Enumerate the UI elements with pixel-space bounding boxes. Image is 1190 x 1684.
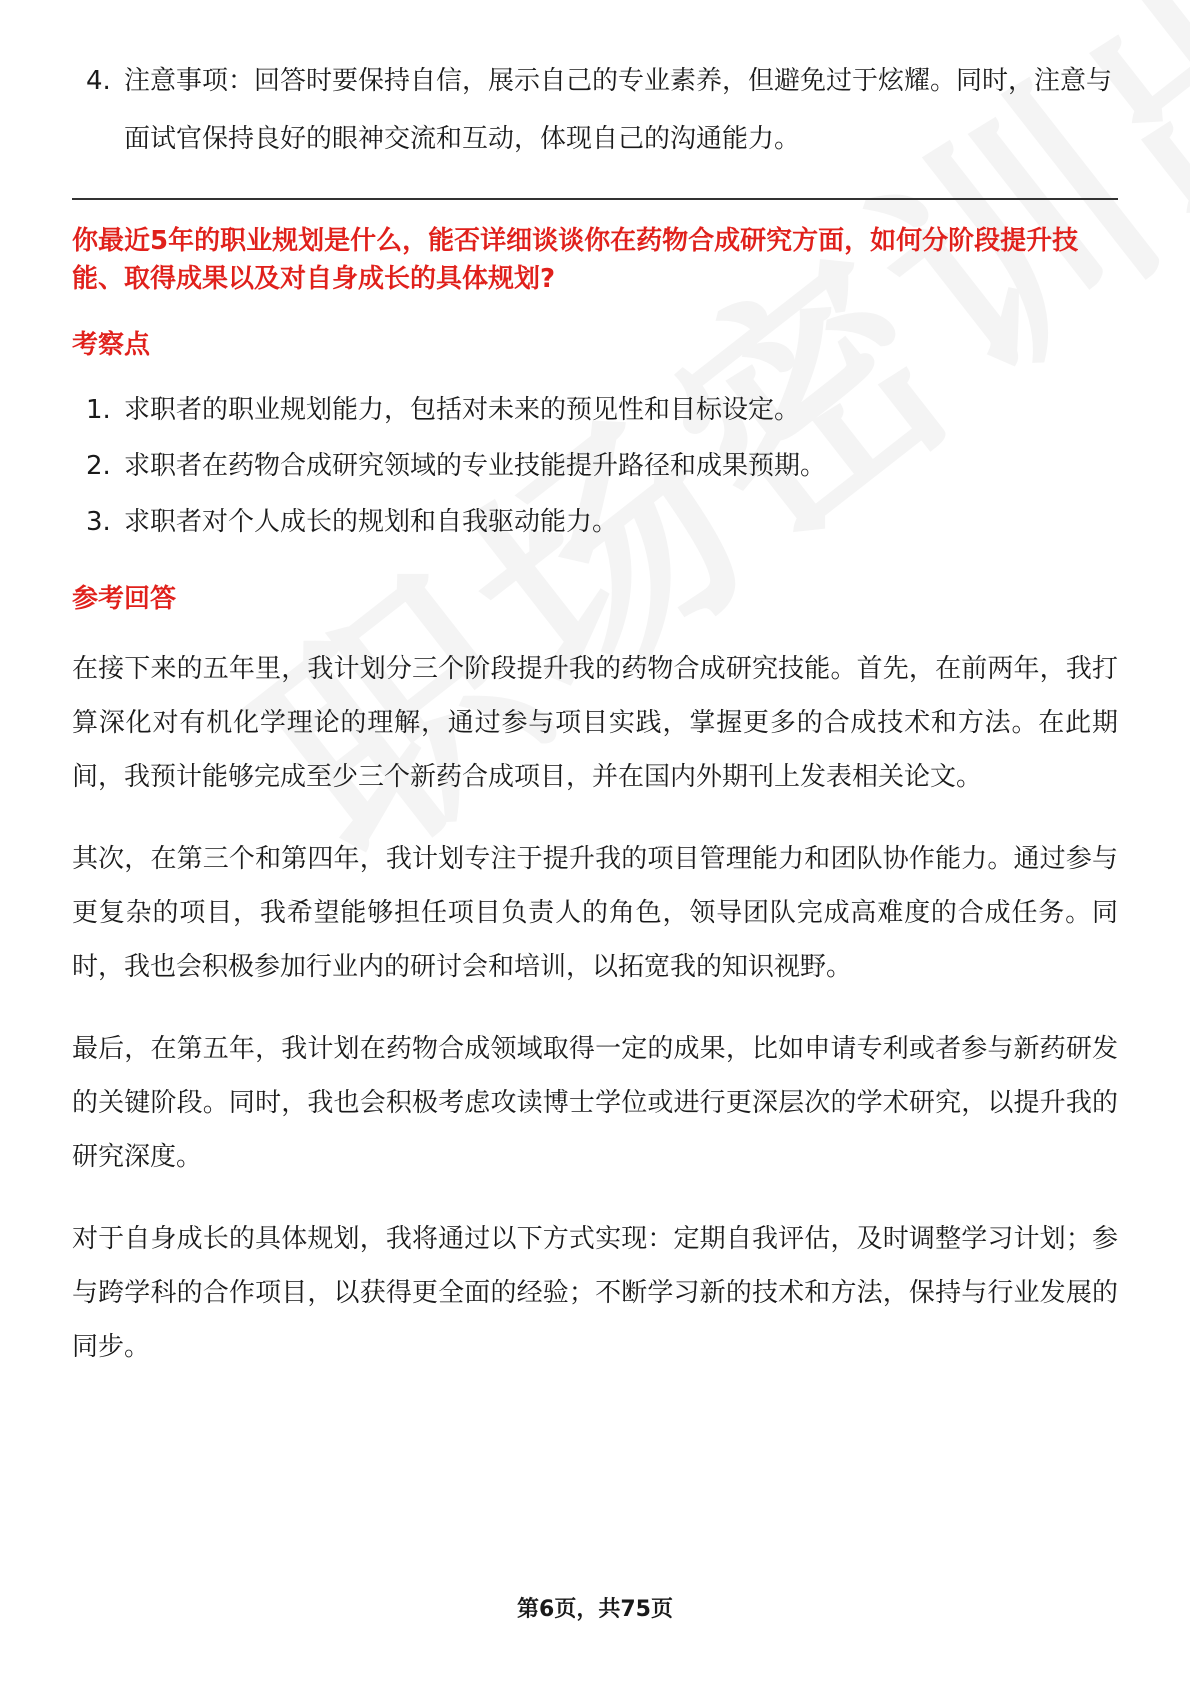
list-number: 3. [86,507,111,537]
answer-paragraph: 其次，在第三个和第四年，我计划专注于提升我的项目管理能力和团队协作能力。通过参与更复杂的项目，我希望能够担任项目负责人的角色，领导团队完成高难度的合成任务。同时，我也会积极参加行业内的研讨会和培训，以拓宽我的知识视野。 [72,844,1118,982]
answer-paragraph: 对于自身成长的具体规划，我将通过以下方式实现：定期自我评估，及时调整学习计划；参与跨学科的合作项目，以获得更全面的经验；不断学习新的技术和方法，保持与行业发展的同步。 [72,1224,1118,1362]
answer-paragraph: 最后，在第五年，我计划在药物合成领域取得一定的成果，比如申请专利或者参与新药研发的关键阶段。同时，我也会积极考虑攻读博士学位或进行更深层次的学术研究，以提升我的研究深度。 [72,1034,1118,1172]
list-item [72,52,1118,168]
list-number: 1. [86,395,111,425]
list-item [72,494,1118,550]
answer-paragraph: 在接下来的五年里，我计划分三个阶段提升我的药物合成研究技能。首先，在前两年，我打算深化对有机化学理论的理解，通过参与项目实践，掌握更多的合成技术和方法。在此期间，我预计能够完成至少三个新药合成项目，并在国内外期刊上发表相关论文。 [72,654,1118,792]
list-number: 2. [86,451,111,481]
reference-answer-label: 参考回答 [72,584,177,614]
question-heading: 你最近5年的职业规划是什么，能否详细谈谈你在药物合成研究方面，如何分阶段提升技能、取得成果以及对自身成长的具体规划? [72,226,1079,294]
section-divider [72,198,1118,200]
list-item-text: 求职者对个人成长的规划和自我驱动能力。 [124,507,619,537]
list-item-text: 注意事项：回答时要保持自信，展示自己的专业素养，但避免过于炫耀。同时，注意与面试官保持良好的眼神交流和互动，体现自己的沟通能力。 [124,66,1113,154]
list-number: 4. [86,66,111,96]
list-item-text: 求职者的职业规划能力，包括对未来的预见性和目标设定。 [124,395,801,425]
page-footer: 第6页，共75页 [517,1597,673,1622]
exam-points-label: 考察点 [72,330,151,360]
list-item [72,438,1118,494]
list-item-text: 求职者在药物合成研究领域的专业技能提升路径和成果预期。 [124,451,827,481]
page-content [72,52,1118,1374]
list-item [72,382,1118,438]
top-list [72,52,1118,168]
exam-points-list [72,382,1118,550]
